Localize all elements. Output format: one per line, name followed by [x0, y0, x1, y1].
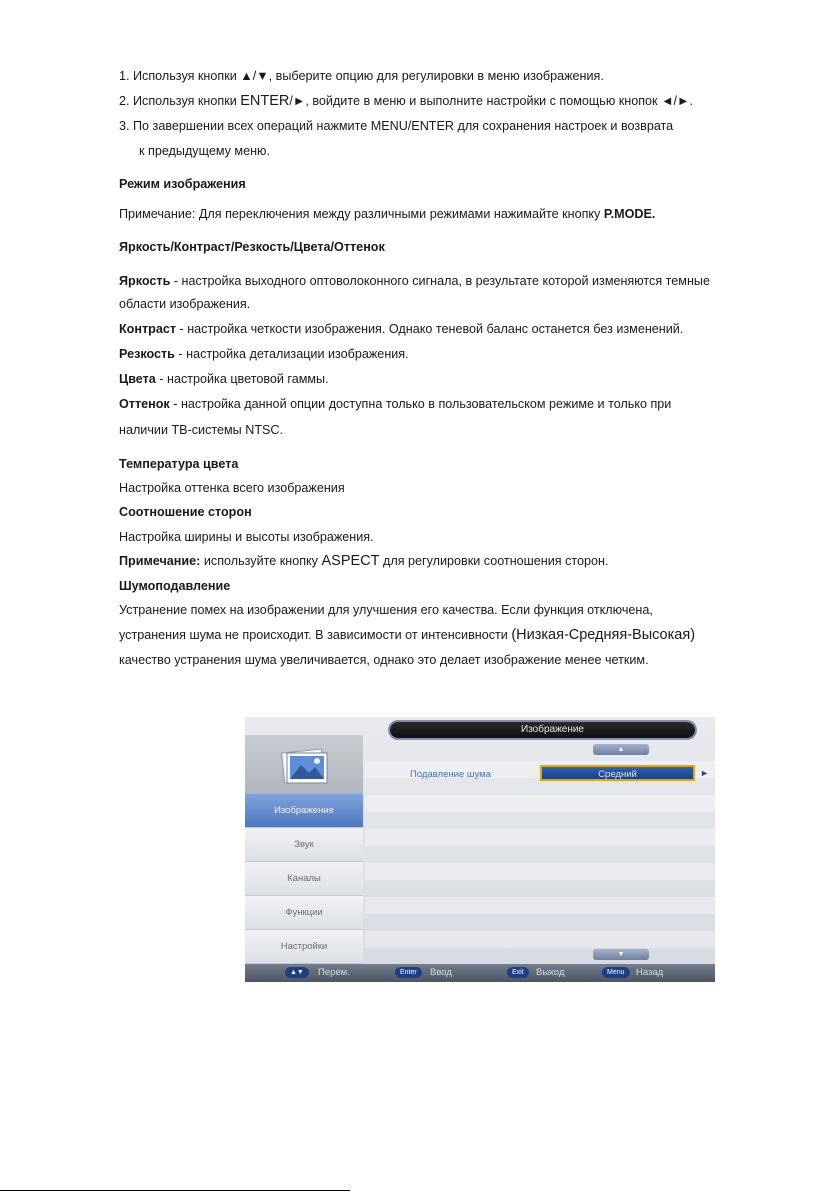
- enter-key: Enter: [395, 967, 422, 978]
- picture-mode-note-text: Примечание: Для переключения между различными режимами нажимайте кнопку: [119, 207, 604, 221]
- brightness-term: Яркость: [119, 274, 171, 288]
- heading-brightness: Яркость/Контраст/Резкость/Цвета/Оттенок: [119, 240, 385, 254]
- right-arrow-icon[interactable]: ►: [700, 768, 709, 778]
- color-line: [119, 371, 329, 387]
- noise-text-2: [119, 627, 695, 643]
- option-row: [365, 812, 715, 829]
- option-row: [365, 863, 715, 880]
- sharpness-term: Резкость: [119, 347, 175, 361]
- tint-line: [119, 396, 671, 412]
- back-label: Назад: [636, 967, 664, 978]
- enter-key-text: ENTER: [240, 93, 290, 109]
- scroll-down-button[interactable]: ▼: [593, 949, 649, 960]
- contrast-text: - настройка четкости изображения. Однако теневой баланс останется без изменений.: [176, 322, 684, 336]
- tv-menu-help-bar: [245, 964, 715, 982]
- step-2: [119, 93, 693, 109]
- exit-label: Выход: [536, 967, 565, 978]
- option-row: [365, 880, 715, 897]
- sharpness-text: - настройка детализации изображения.: [174, 347, 409, 361]
- option-row: [365, 795, 715, 812]
- sidebar-item-settings[interactable]: Настройки: [245, 930, 363, 964]
- contrast-term: Контраст: [119, 322, 177, 336]
- tv-menu-title-bar: [390, 722, 695, 738]
- picture-icon: [281, 747, 329, 785]
- pmode-key-text: P.MODE.: [603, 207, 656, 221]
- step-2-text-end: /►, войдите в меню и выполните настройки с помощью кнопок ◄/►.: [289, 94, 693, 108]
- option-rows: [365, 761, 715, 961]
- aspect-text: Настройка ширины и высоты изображения.: [119, 530, 374, 544]
- sharpness-line: [119, 346, 409, 362]
- option-row: [365, 846, 715, 863]
- noise-text-2a: устранения шума не происходит. В зависимости от интенсивности: [119, 628, 512, 642]
- brightness-text: - настройка выходного оптоволоконного сигнала, в результате которой изменяются темные: [170, 274, 710, 288]
- step-3: 3. По завершении всех операций нажмите MENU/ENTER для сохранения настроек и возврата: [119, 119, 674, 133]
- color-text: - настройка цветовой гаммы.: [155, 372, 329, 386]
- noise-reduction-label[interactable]: Подавление шума: [410, 769, 491, 780]
- tint-term: Оттенок: [119, 397, 170, 411]
- tv-menu-screenshot: [245, 717, 715, 982]
- option-row: [365, 897, 715, 914]
- enter-label: Ввод: [430, 967, 452, 978]
- step-1: 1. Используя кнопки ▲/▼, выберите опцию для регулировки в меню изображения.: [119, 69, 604, 83]
- color-term: Цвета: [119, 372, 156, 386]
- heading-noise: Шумоподавление: [119, 579, 231, 593]
- tint-line-2: наличии ТВ-системы NTSC.: [119, 423, 284, 437]
- aspect-note-term: Примечание:: [119, 554, 201, 568]
- aspect-note: [119, 553, 608, 569]
- noise-text-3: качество устранения шума увеличивается, однако это делает изображение менее четким.: [119, 653, 649, 667]
- picture-mode-note: [119, 206, 655, 222]
- tv-menu-title: Изображение: [521, 724, 584, 735]
- scroll-up-button[interactable]: ▲: [593, 744, 649, 755]
- aspect-key-text: ASPECT: [321, 553, 380, 569]
- option-row: [365, 931, 715, 948]
- option-row: [365, 948, 715, 965]
- footer-divider: [0, 1190, 350, 1191]
- heading-color-temp: Температура цвета: [119, 457, 239, 471]
- brightness-line: [119, 273, 710, 289]
- noise-levels: (Низкая-Средняя-Высокая): [511, 627, 696, 643]
- tint-text: - настройка данной опции доступна только в пользовательском режиме и только при: [169, 397, 672, 411]
- step-2-text: 2. Используя кнопки: [119, 94, 241, 108]
- option-row: [365, 914, 715, 931]
- contrast-line: [119, 321, 683, 337]
- option-row: [365, 829, 715, 846]
- step-3-cont: к предыдущему меню.: [139, 144, 270, 158]
- sidebar-item-picture[interactable]: Изображение: [245, 794, 363, 828]
- noise-text-1: Устранение помех на изображении для улучшения его качества. Если функция отключена,: [119, 603, 653, 617]
- move-label: Перем.: [318, 967, 350, 978]
- aspect-note-text-end: для регулировки соотношения сторон.: [379, 554, 609, 568]
- heading-picture-mode: Режим изображения: [119, 177, 246, 191]
- noise-reduction-value[interactable]: Средний: [540, 765, 695, 781]
- aspect-note-text: используйте кнопку: [200, 554, 322, 568]
- move-key: ▲▼: [285, 967, 309, 978]
- sidebar-item-features[interactable]: Функции: [245, 896, 363, 930]
- color-temp-text: Настройка оттенка всего изображения: [119, 481, 345, 495]
- sidebar-item-sound[interactable]: Звук: [245, 828, 363, 862]
- sidebar-item-channels[interactable]: Каналы: [245, 862, 363, 896]
- menu-key: Menu: [602, 967, 630, 978]
- exit-key: Exit: [507, 967, 529, 978]
- brightness-line-2: области изображения.: [119, 297, 251, 311]
- heading-aspect: Соотношение сторон: [119, 505, 252, 519]
- picture-category-icon-box: [245, 735, 363, 799]
